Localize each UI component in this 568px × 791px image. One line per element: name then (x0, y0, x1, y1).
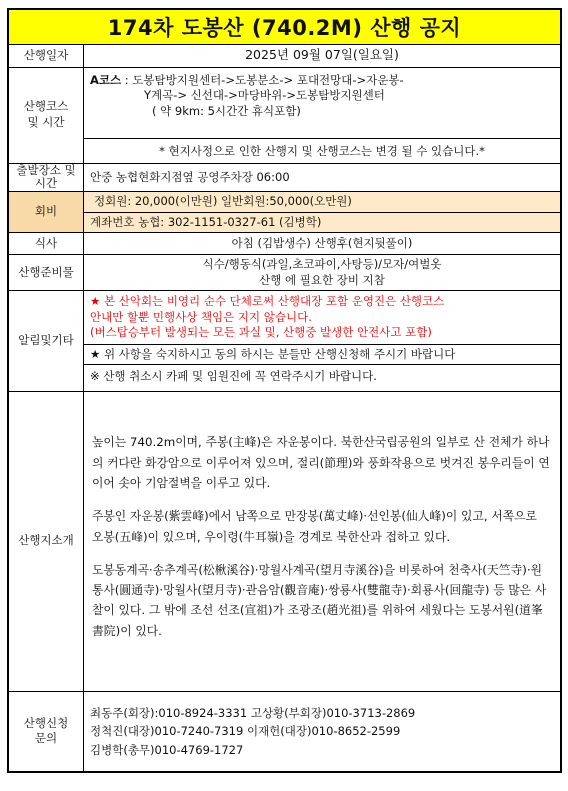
notice-line5: ※ 산행 취소시 카페 및 임원진에 꼭 연락주시기 바랍니다. (84, 364, 560, 391)
notice-red-line3: (버스탑승부터 발생되는 모든 과실 및, 산행중 발생한 안전사고 포함) (90, 325, 432, 340)
course-cell (84, 67, 561, 163)
intro-para1: 높이는 740.2m이며, 주봉(主峰)은 자운봉이다. 북한산국립공원의 일부로 산 전체가 하나의 커다란 화강암으로 이루어져 있으며, 절리(節理)와 풍화작용으로 벗겨진 봉우리들이 연이어 솟아 기암절벽을 이루고 있다. (92, 435, 550, 490)
row-departure (9, 163, 560, 192)
row-prep (9, 255, 560, 291)
prep-label: 산행준비물 (9, 255, 84, 291)
row-fee (9, 192, 560, 233)
course-label (9, 67, 84, 163)
notice-line4: ★ 위 사항을 숙지하시고 동의 하시는 분들만 산행신청해 주시기 바랍니다 (84, 344, 560, 365)
notice-title: 174차 도봉산 (740.2M) 산행 공지 (9, 10, 560, 45)
notice-red-line1: ★ 본 산악회는 비영리 순수 단체로써 산행대장 포함 운영진은 산행코스 (90, 294, 445, 309)
notice-warning (84, 291, 560, 344)
notice-sheet (7, 8, 562, 773)
notice-cell (84, 291, 561, 392)
contact-label-line2: 문의 (34, 731, 58, 746)
departure-value: 안중 농협현화지점옆 공영주차장 06:00 (84, 163, 561, 192)
fee-line2: 계좌번호 농협: 302-1151-0327-61 (김병학) (84, 212, 560, 233)
date-label: 산행일자 (9, 45, 84, 67)
notice-table (9, 45, 560, 771)
prep-line1: 식수/행동식(과일,초코파이,사탕등)/모자/여벌옷 (202, 257, 442, 272)
date-value: 2025년 09월 07일(일요일) (84, 45, 561, 67)
intro-para2: 주봉인 자운봉(紫雲峰)에서 남쪽으로 만장봉(萬丈峰)·선인봉(仙人峰)이 있고, 서쪽으로 오봉(五峰)이 있으며, 우이령(牛耳嶺)을 경계로 북한산과 접하고 있다. (92, 509, 537, 544)
meal-label: 식사 (9, 233, 84, 255)
course-line1-text: : 도봉탐방지원센터->도봉분소-> 포대전망대->자운봉- (121, 72, 404, 87)
contact-label-line1: 산행신청 (23, 715, 69, 730)
course-label-line1: 산행코스 (23, 99, 69, 114)
fee-cell (84, 192, 561, 233)
departure-label: 출발장소 및 시간 (9, 163, 84, 192)
intro-para3: 도봉동계곡·송추계곡(松楸溪谷)·망월사계곡(望月寺溪谷)을 비롯하여 천축사(天竺寺)·원통사(圓通寺)·망월사(望月寺)·관음암(觀音庵)·쌍룡사(雙龍寺)·회룡사(回龍寺) 등 많은 사찰이 있다. 그 밖에 조선 선조(宣祖)가 조광조(趙光祖)를 위하여 세웠다는 도봉서원(道峯書院)이 있다. (92, 562, 547, 638)
prep-cell (84, 255, 561, 291)
course-line3: ( 약 9km: 5시간간 휴식포함) (152, 103, 301, 118)
contact-cell (84, 691, 561, 771)
notice-label: 알림및기타 (9, 291, 84, 392)
course-label-line2: 및 시간 (27, 115, 65, 129)
intro-cell (84, 391, 561, 691)
row-date (9, 45, 560, 67)
fee-label: 회비 (9, 192, 84, 233)
intro-label: 산행지소개 (9, 391, 84, 691)
course-desc (84, 68, 560, 138)
course-line1 (90, 73, 554, 89)
course-prefix: A코스 (90, 72, 122, 87)
prep-line2: 산행 에 필요한 장비 지참 (259, 272, 385, 287)
row-course (9, 67, 560, 163)
contact-line1: 최동주(회장):010-8924-3331 고상황(부회장)010-3713-2869 (90, 705, 416, 720)
notice-red-line2: 안내만 할뿐 민행사상 책임은 지지 않습니다. (90, 309, 312, 324)
row-notice (9, 291, 560, 392)
row-contact (9, 691, 560, 771)
fee-line1: 정회원: 20,000(이만원) 일반회원:50,000(오만원) (84, 192, 560, 212)
course-line2: Y계곡-> 신선대->마당바위->도봉탐방지원센터 (144, 88, 385, 103)
contact-label (9, 691, 84, 771)
contact-line2: 정척진(대장)010-7240-7319 이재헌(대장)010-8652-2599 (90, 724, 401, 739)
course-note: * 현지사정으로 인한 산행지 및 산행코스는 변경 될 수 있습니다.* (84, 138, 560, 163)
contact-line3: 김병학(총무)010-4769-1727 (90, 742, 244, 757)
row-meal (9, 233, 560, 255)
meal-value: 아침 (김밥생수) 산행후(현지뒷풀이) (84, 233, 561, 255)
row-intro (9, 391, 560, 691)
